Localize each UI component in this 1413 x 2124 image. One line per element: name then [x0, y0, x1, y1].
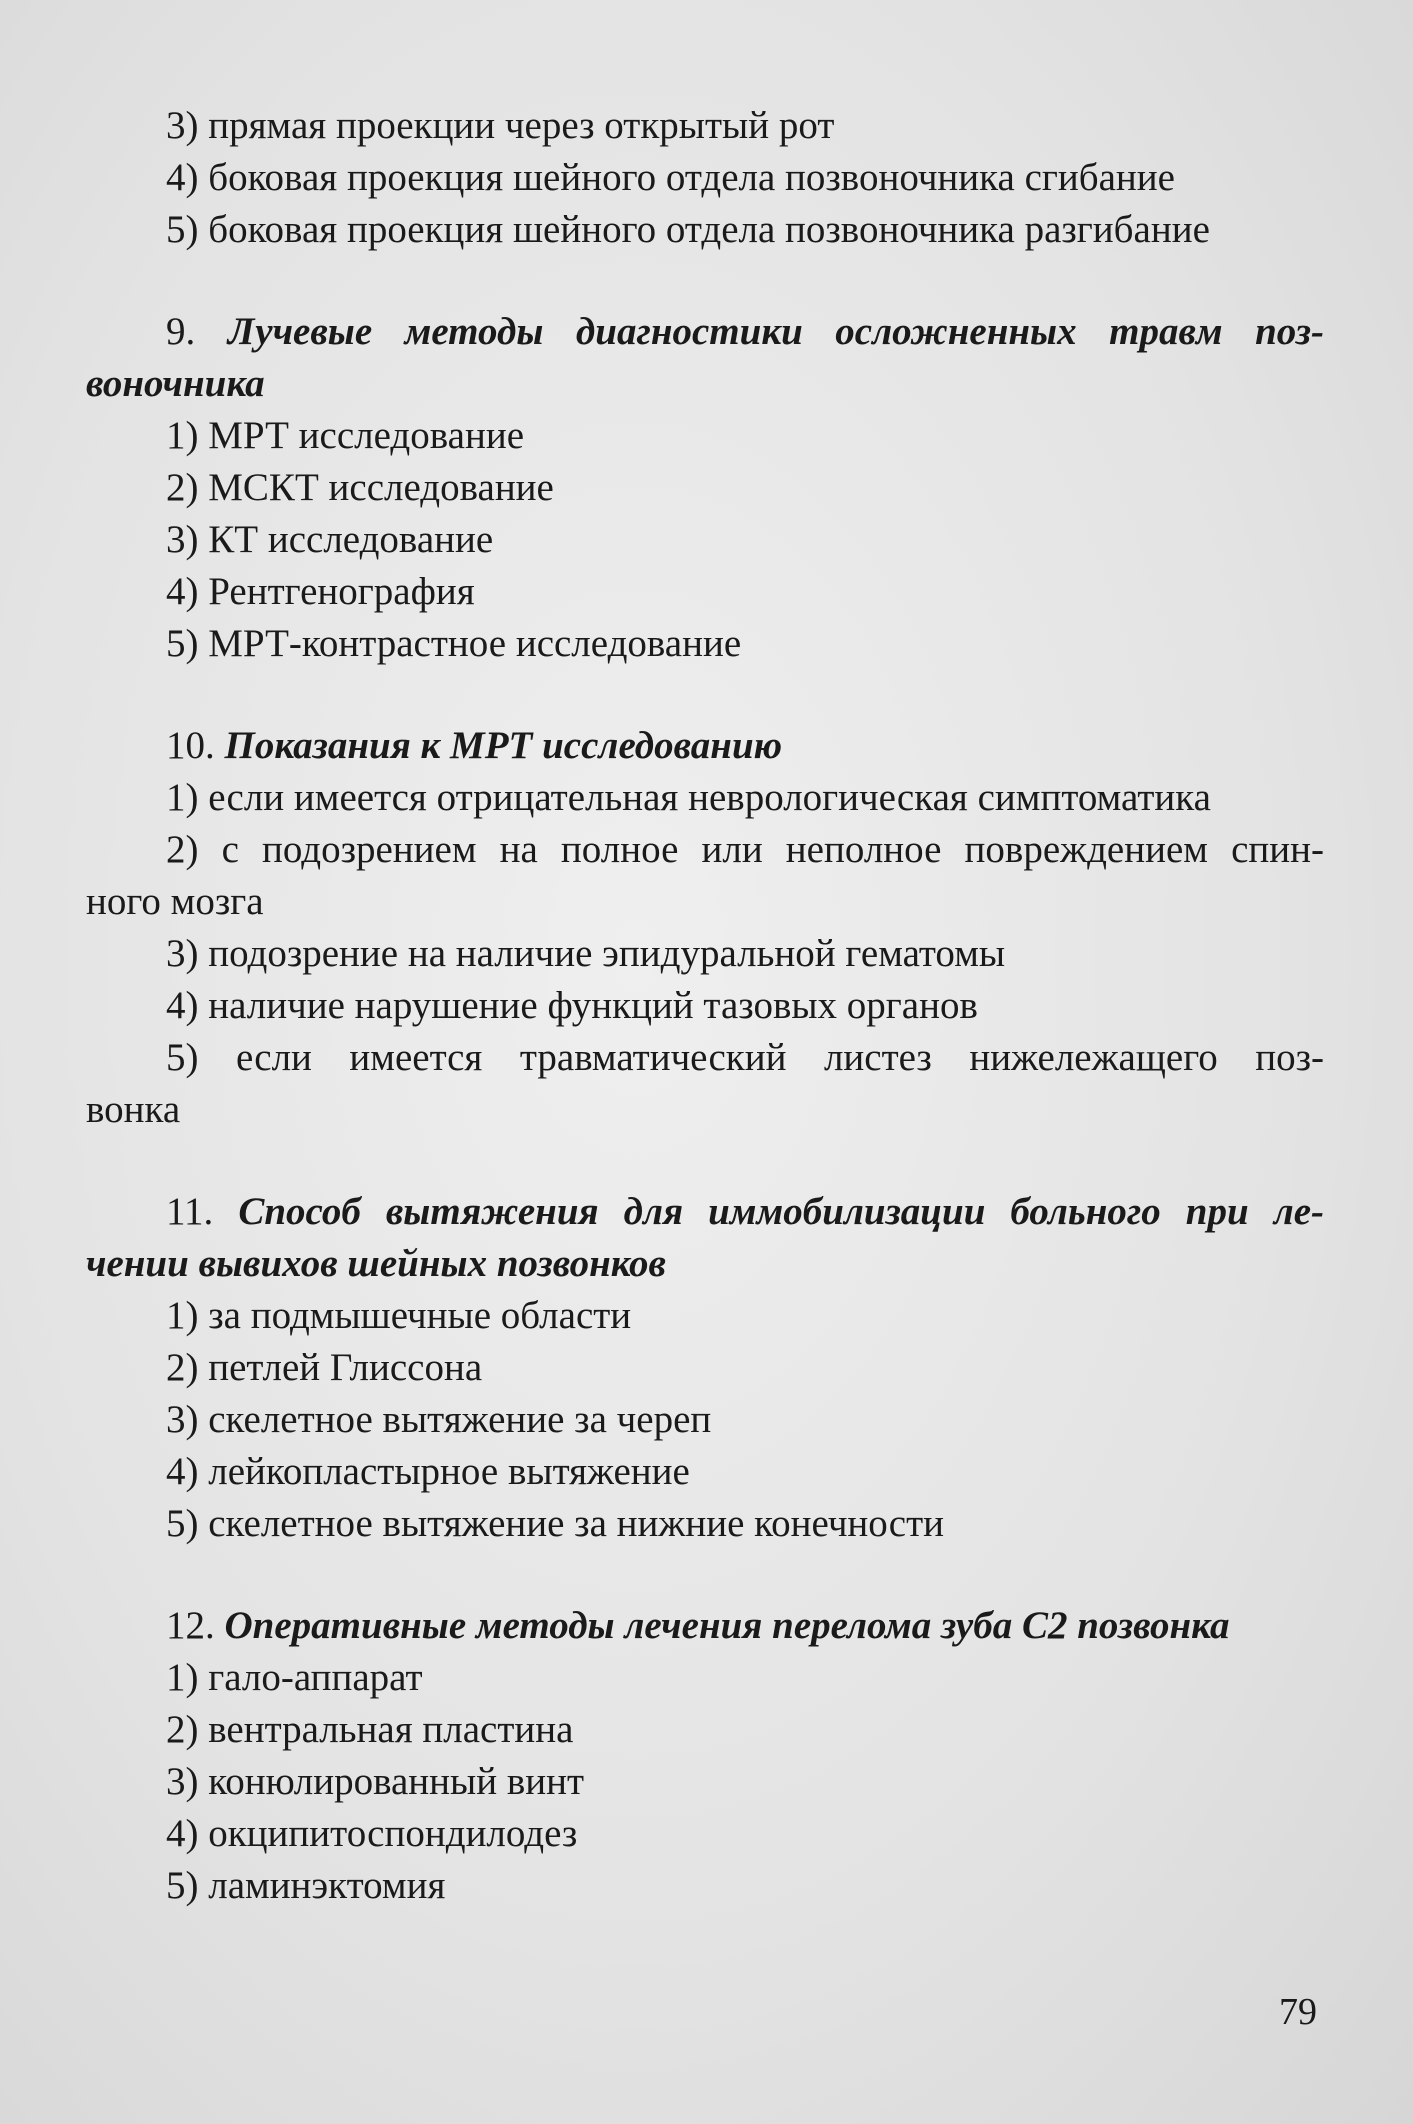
option-text: 4) наличие нарушение функций тазовых органов — [166, 984, 978, 1027]
option-text: 1) если имеется отрицательная неврологическая симптоматика — [166, 776, 1211, 819]
option-text: 1) гало-аппарат — [166, 1656, 423, 1699]
option-text: 3) подозрение на наличие эпидуральной гематомы — [166, 932, 1006, 975]
option-text: 3) КТ исследование — [166, 518, 494, 561]
option-text: 3) конюлированный винт — [166, 1760, 585, 1803]
option-text: 4) Рентгенография — [166, 570, 475, 613]
option-text: 5) если имеется травматический листез нижележащего поз- — [166, 1036, 1324, 1079]
question-number: 11. — [166, 1190, 214, 1233]
question-10 — [86, 720, 1324, 1136]
question-title: Способ вытяжения для иммобилизации больного при ле- — [238, 1190, 1325, 1233]
question-title-continued: чении вывихов шейных позвонков — [86, 1242, 666, 1285]
continued-options — [86, 100, 1324, 256]
question-number: 10. — [166, 724, 215, 767]
question-number: 12. — [166, 1604, 215, 1647]
page-number: 79 — [1279, 1991, 1317, 2033]
option-text: 5) ламинэктомия — [166, 1864, 446, 1907]
page-content — [86, 100, 1324, 1912]
option-text: 5) скелетное вытяжение за нижние конечности — [166, 1502, 945, 1545]
question-11 — [86, 1186, 1324, 1550]
option-text: 4) окципитоспондилодез — [166, 1812, 578, 1855]
option-text: 1) за подмышечные области — [166, 1294, 632, 1337]
question-heading — [86, 1600, 1324, 1652]
option-text: 5) боковая проекция шейного отдела позвоночника разгибание — [166, 208, 1210, 251]
option-text-continued: ного мозга — [86, 880, 264, 923]
question-title: Показания к МРТ исследованию — [224, 724, 783, 767]
question-heading — [86, 306, 1324, 358]
option-text: 3) прямая проекции через открытый рот — [166, 104, 835, 147]
option-text: 2) МСКТ исследование — [166, 466, 554, 509]
option-text: 4) лейкопластырное вытяжение — [166, 1450, 690, 1493]
question-12 — [86, 1600, 1324, 1912]
question-9 — [86, 306, 1324, 670]
question-heading — [86, 720, 1324, 772]
option-text: 1) МРТ исследование — [166, 414, 525, 457]
option-text: 3) скелетное вытяжение за череп — [166, 1398, 712, 1441]
option-text: 2) петлей Глиссона — [166, 1346, 483, 1389]
question-title: Лучевые методы диагностики осложненных травм поз- — [227, 310, 1324, 353]
option-text: 2) вентральная пластина — [166, 1708, 574, 1751]
question-heading — [86, 1186, 1324, 1238]
option-text: 2) с подозрением на полное или неполное повреждением спин- — [166, 828, 1324, 871]
option-text: 5) МРТ-контрастное исследование — [166, 622, 742, 665]
question-title-continued: воночника — [86, 362, 265, 405]
question-number: 9. — [166, 310, 196, 353]
question-title: Оперативные методы лечения перелома зуба С2 позвонка — [224, 1604, 1230, 1647]
option-text: 4) боковая проекция шейного отдела позвоночника сгибание — [166, 156, 1175, 199]
option-text-continued: вонка — [86, 1088, 181, 1131]
